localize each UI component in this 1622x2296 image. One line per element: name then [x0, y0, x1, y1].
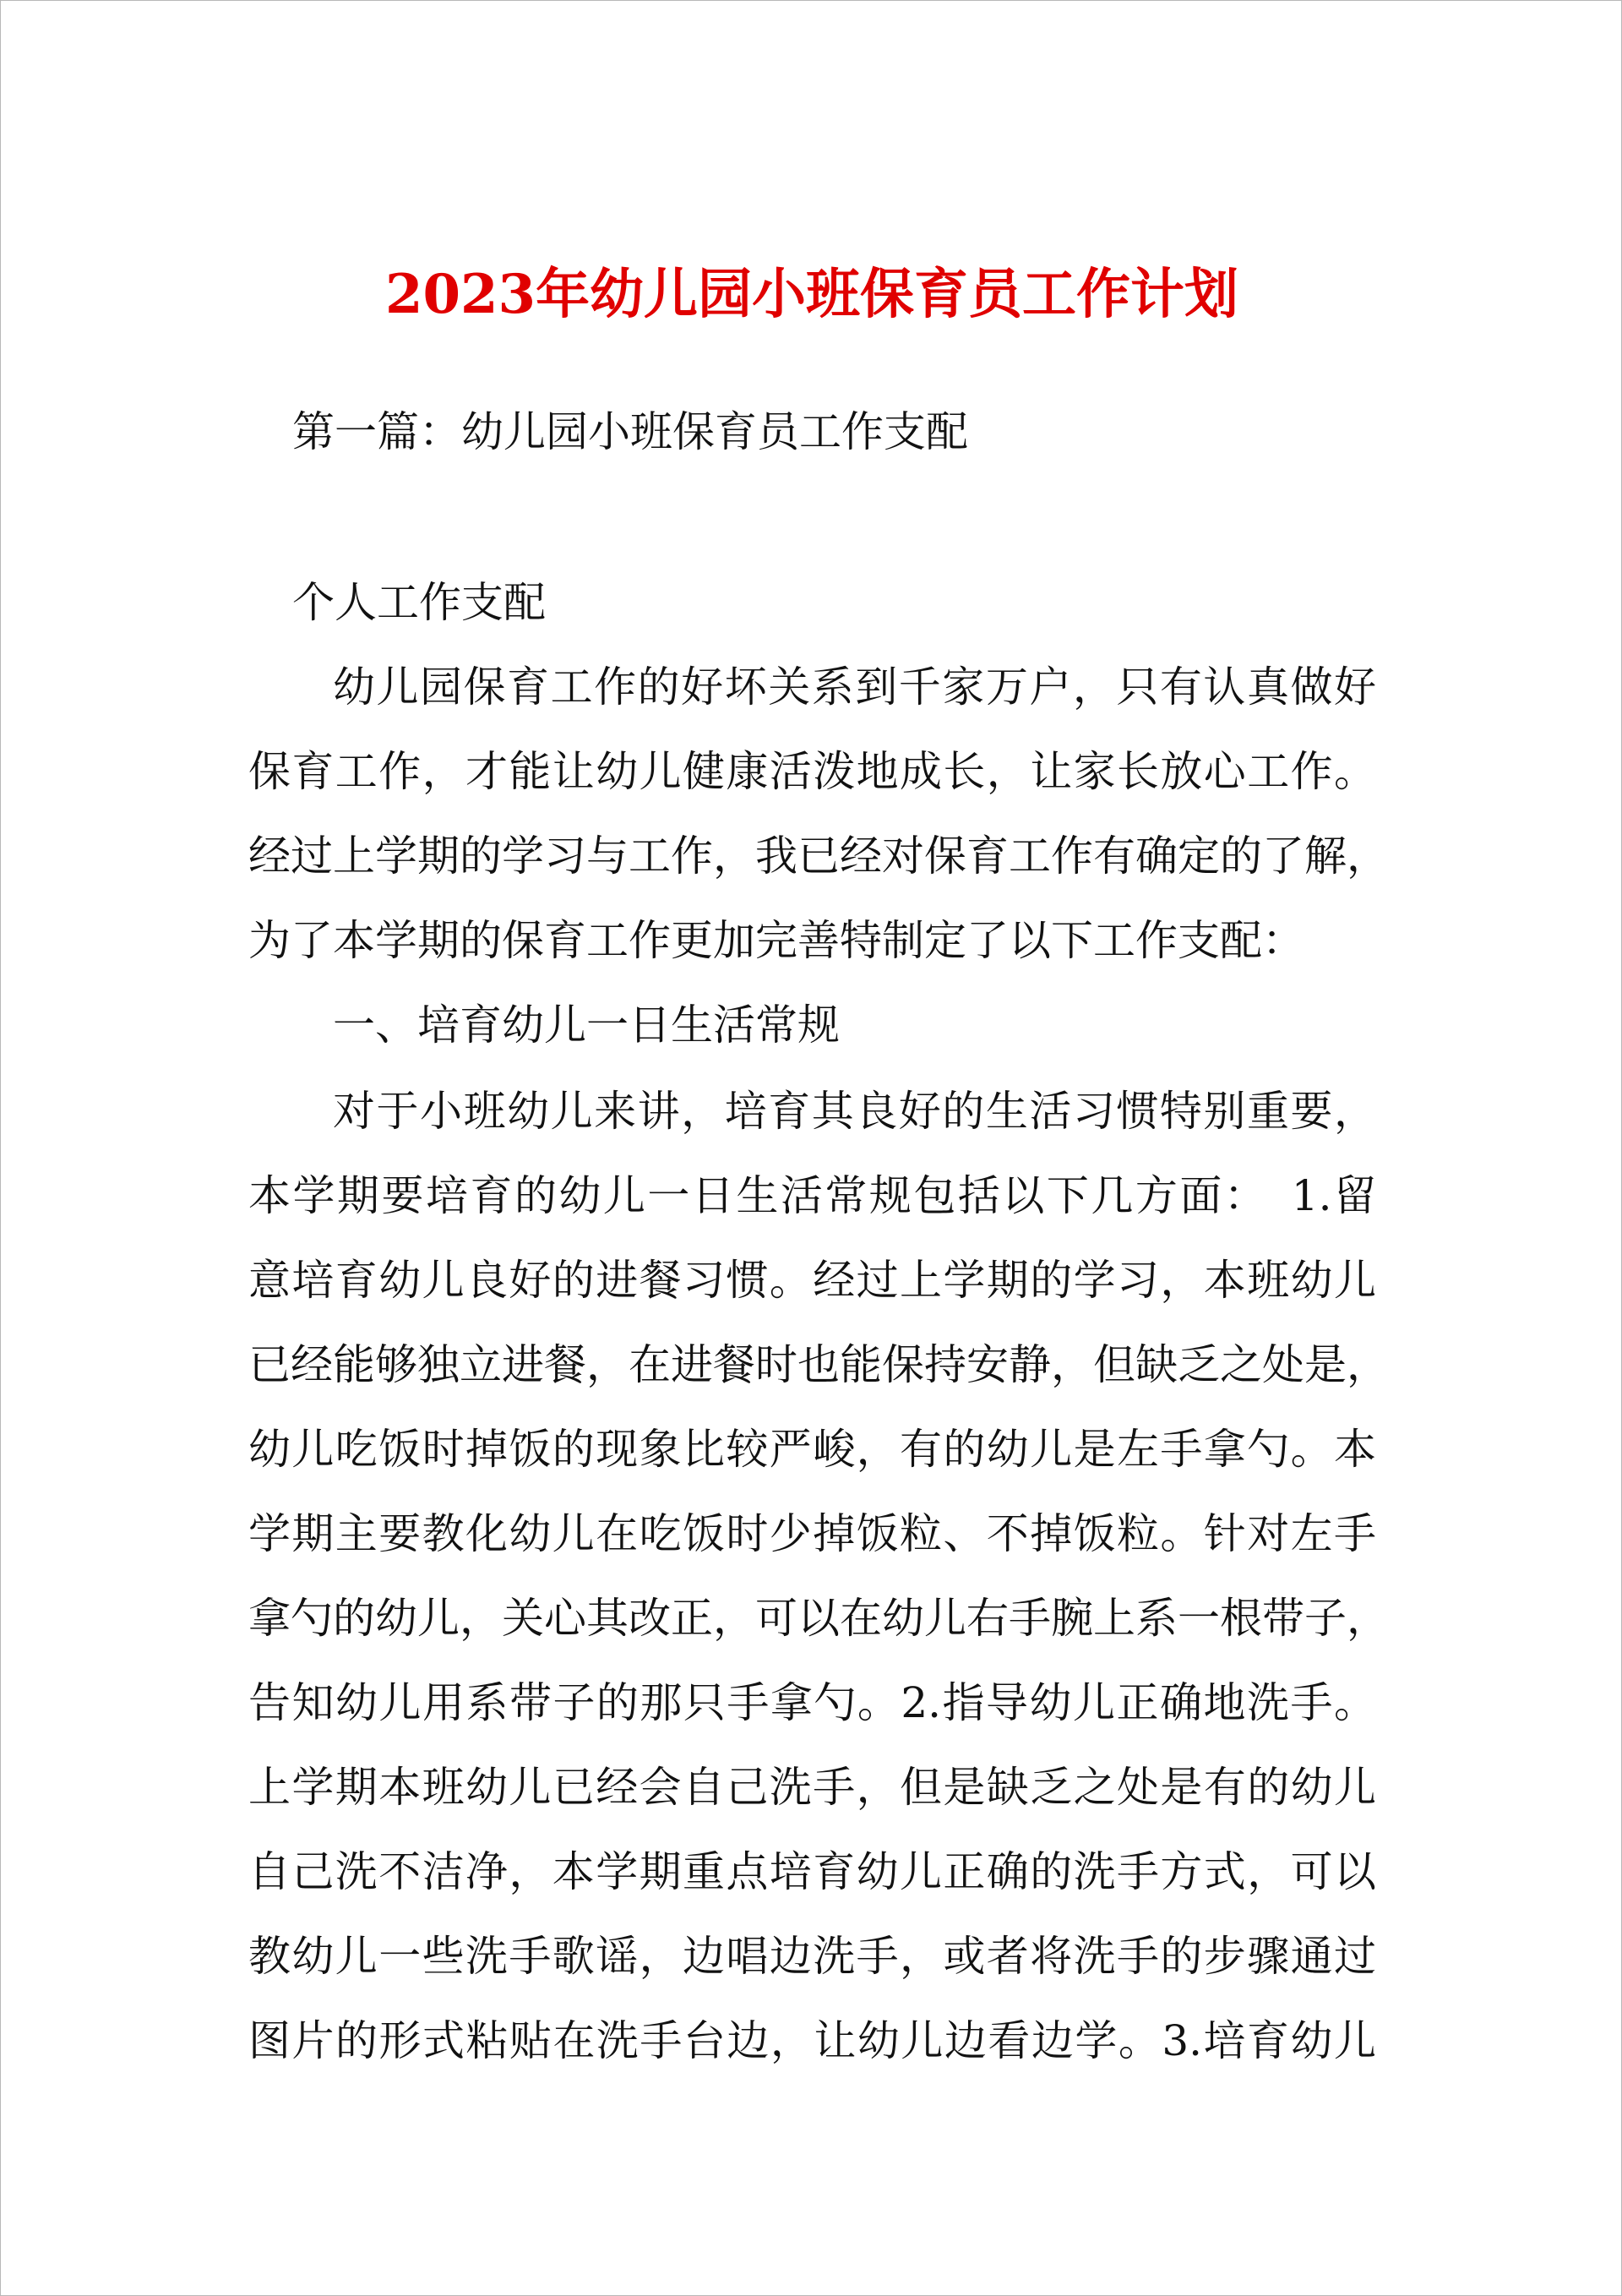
paragraph-line: 上学期本班幼儿已经会自己洗手，但是缺乏之处是有的幼儿	[248, 1763, 1376, 1812]
paragraph-line: 教幼儿一些洗手歌谣，边唱边洗手，或者将洗手的步骤通过	[248, 1932, 1376, 1981]
paragraph-line: 图片的形式粘贴在洗手台边，让幼儿边看边学。3.培育幼儿	[248, 2016, 1376, 2065]
paragraph-line: 本学期要培育的幼儿一日生活常规包括以下几方面： 1.留	[248, 1171, 1376, 1220]
paragraph-line: 学期主要教化幼儿在吃饭时少掉饭粒、不掉饭粒。针对左手	[248, 1509, 1376, 1558]
paragraph-line: 拿勺的幼儿，关心其改正，可以在幼儿右手腕上系一根带子，	[248, 1594, 1389, 1643]
paragraph-line: 已经能够独立进餐，在进餐时也能保持安静，但缺乏之处是，	[248, 1340, 1389, 1389]
paragraph-line: 幼儿吃饭时掉饭的现象比较严峻，有的幼儿是左手拿勺。本	[248, 1425, 1376, 1474]
chapter-heading: 第一篇：幼儿园小班保育员工作支配	[292, 407, 968, 456]
section-heading: 个人工作支配	[292, 578, 546, 627]
paragraph-line: 意培育幼儿良好的进餐习惯。经过上学期的学习，本班幼儿	[248, 1256, 1376, 1305]
document-title: 2023年幼儿园小班保育员工作计划	[384, 263, 1239, 326]
paragraph-line: 幼儿园保育工作的好坏关系到千家万户，只有认真做好	[333, 663, 1376, 712]
paragraph-line: 告知幼儿用系带子的那只手拿勺。2.指导幼儿正确地洗手。	[248, 1678, 1376, 1727]
subsection-heading: 一、培育幼儿一日生活常规	[333, 1001, 840, 1050]
paragraph-line: 保育工作，才能让幼儿健康活泼地成长，让家长放心工作。	[248, 747, 1376, 796]
paragraph-line: 为了本学期的保育工作更加完善特制定了以下工作支配：	[248, 916, 1304, 965]
paragraph-line: 自己洗不洁净，本学期重点培育幼儿正确的洗手方式，可以	[248, 1847, 1376, 1896]
paragraph-line: 经过上学期的学习与工作，我已经对保育工作有确定的了解，	[248, 832, 1389, 881]
paragraph-line: 对于小班幼儿来讲，培育其良好的生活习惯特别重要，	[333, 1087, 1376, 1136]
